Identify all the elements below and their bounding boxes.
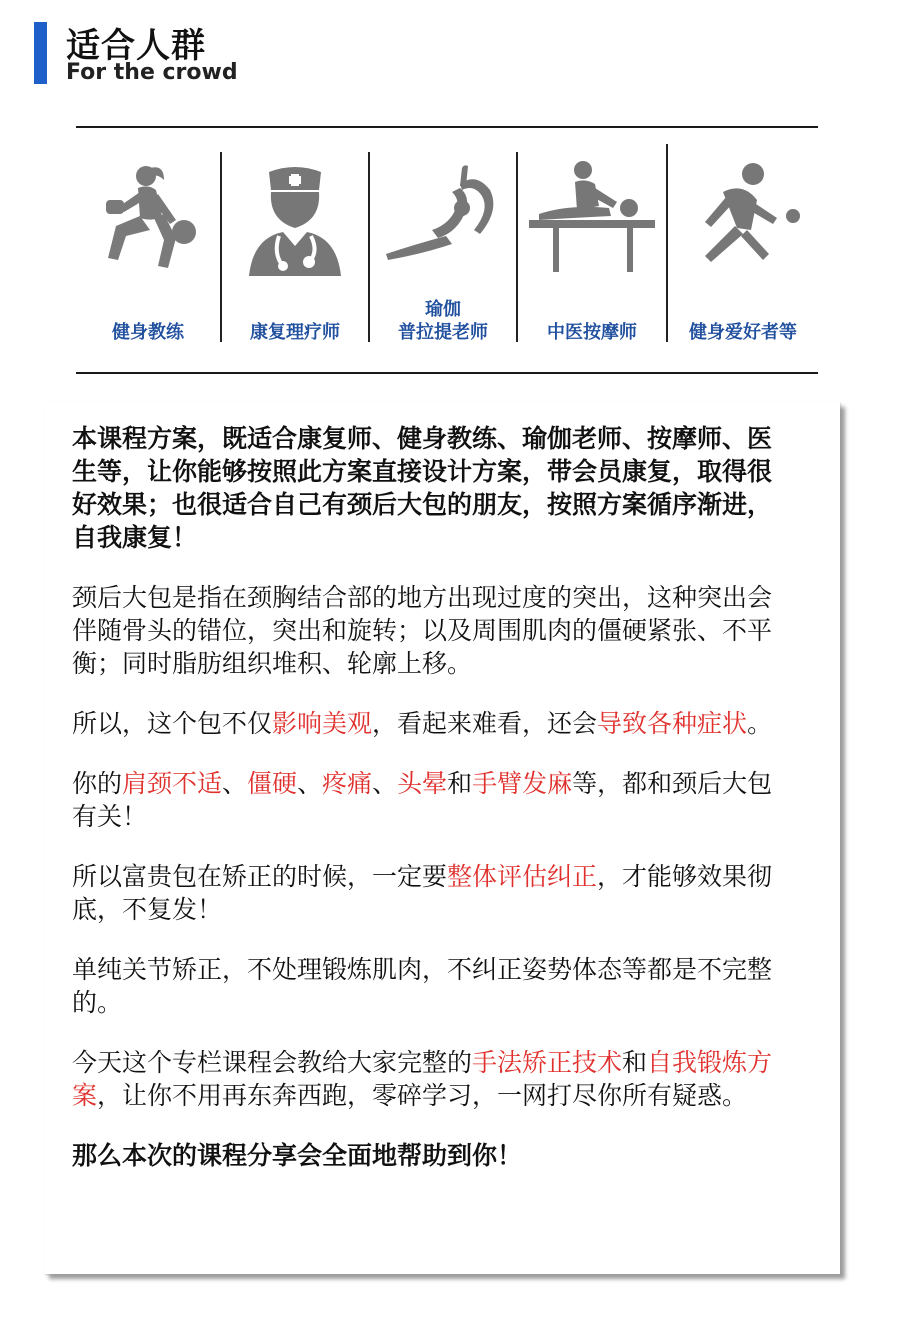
section-title: 适合人群	[66, 26, 206, 66]
highlight-text: 导致各种症状	[597, 709, 748, 738]
body-text: 所以，这个包不仅	[72, 709, 273, 738]
highlight-text: 肩颈不适	[122, 769, 223, 798]
highlight-text: 僵硬	[247, 769, 298, 798]
audience-label: 健身爱好者等	[689, 322, 797, 343]
body-text: 本课程方案，既适合康复师、健身教练、瑜伽老师、按摩师、医生等，让你能够按照此方案直接设计方案，带会员康复，取得很好效果；也很适合自己有颈后大包的朋友，按照方案循序渐进，自我康复！	[72, 424, 773, 552]
audience-item-tcm-massage	[518, 140, 666, 350]
accent-bar	[34, 22, 47, 84]
doctor-icon	[235, 158, 355, 278]
description-paragraph	[72, 953, 792, 1019]
body-text: 。	[747, 709, 773, 738]
description-paragraph	[72, 860, 792, 926]
top-divider	[76, 126, 818, 128]
dumbbell-woman-icon	[88, 158, 208, 278]
body-text: 单纯关节矫正，不处理锻炼肌肉，不纠正姿势体态等都是不完整的。	[72, 955, 773, 1017]
body-text: 所以富贵包在矫正的时候，一定要	[72, 862, 448, 891]
body-text: 、	[297, 769, 323, 798]
audience-label: 中医按摩师	[547, 322, 637, 343]
body-text: 和	[447, 769, 473, 798]
body-text: 你的	[72, 769, 123, 798]
body-text: ，让你不用再东奔西跑，零碎学习，一网打尽你所有疑惑。	[97, 1081, 748, 1110]
body-text: 和	[622, 1048, 648, 1077]
body-text: ，看起来难看，还会	[372, 709, 598, 738]
highlight-text: 影响美观	[272, 709, 373, 738]
description-paragraph	[72, 422, 792, 554]
audience-icons	[76, 140, 818, 350]
description-paragraph	[72, 581, 792, 680]
body-text: 、	[222, 769, 248, 798]
ball-player-icon	[683, 158, 803, 278]
body-text: ，才能够效果彻底，不复发！	[72, 862, 773, 924]
section-subtitle: For the crowd	[66, 60, 238, 85]
highlight-text: 手臂发麻	[472, 769, 573, 798]
audience-item-rehab-therapist	[222, 140, 368, 350]
body-text: 、	[372, 769, 398, 798]
body-text: 那么本次的课程分享会全面地帮助到你！	[72, 1141, 523, 1170]
audience-label-line1: 瑜伽	[425, 299, 461, 320]
body-text: 今天这个专栏课程会教给大家完整的	[72, 1048, 473, 1077]
body-text: 颈后大包是指在颈胸结合部的地方出现过度的突出，这种突出会伴随骨头的错位，突出和旋转；以及周围肌肉的僵硬紧张、不平衡；同时脂肪组织堆积、轮廓上移。	[72, 583, 773, 678]
audience-label: 康复理疗师	[250, 322, 340, 343]
audience-item-fitness-enthusiast	[668, 140, 818, 350]
highlight-text: 手法矫正技术	[472, 1048, 623, 1077]
description-paragraph	[72, 1046, 792, 1112]
description-content	[72, 422, 792, 1199]
highlight-text: 整体评估纠正	[447, 862, 598, 891]
massage-icon	[525, 158, 659, 278]
description-paragraph	[72, 767, 792, 833]
body-text: 等，都和颈后大包有关！	[72, 769, 773, 831]
highlight-text: 疼痛	[322, 769, 373, 798]
bottom-divider	[76, 372, 818, 374]
audience-item-yoga-teacher	[370, 140, 516, 350]
audience-label: 健身教练	[112, 322, 184, 343]
yoga-icon	[378, 158, 508, 268]
description-paragraph	[72, 1139, 792, 1172]
highlight-text: 自我锻炼方案	[72, 1048, 773, 1110]
audience-item-fitness-coach	[76, 140, 220, 350]
highlight-text: 头晕	[397, 769, 448, 798]
course-description-card	[44, 402, 840, 1274]
audience-label-line2: 普拉提老师	[398, 322, 488, 343]
description-paragraph	[72, 707, 792, 740]
